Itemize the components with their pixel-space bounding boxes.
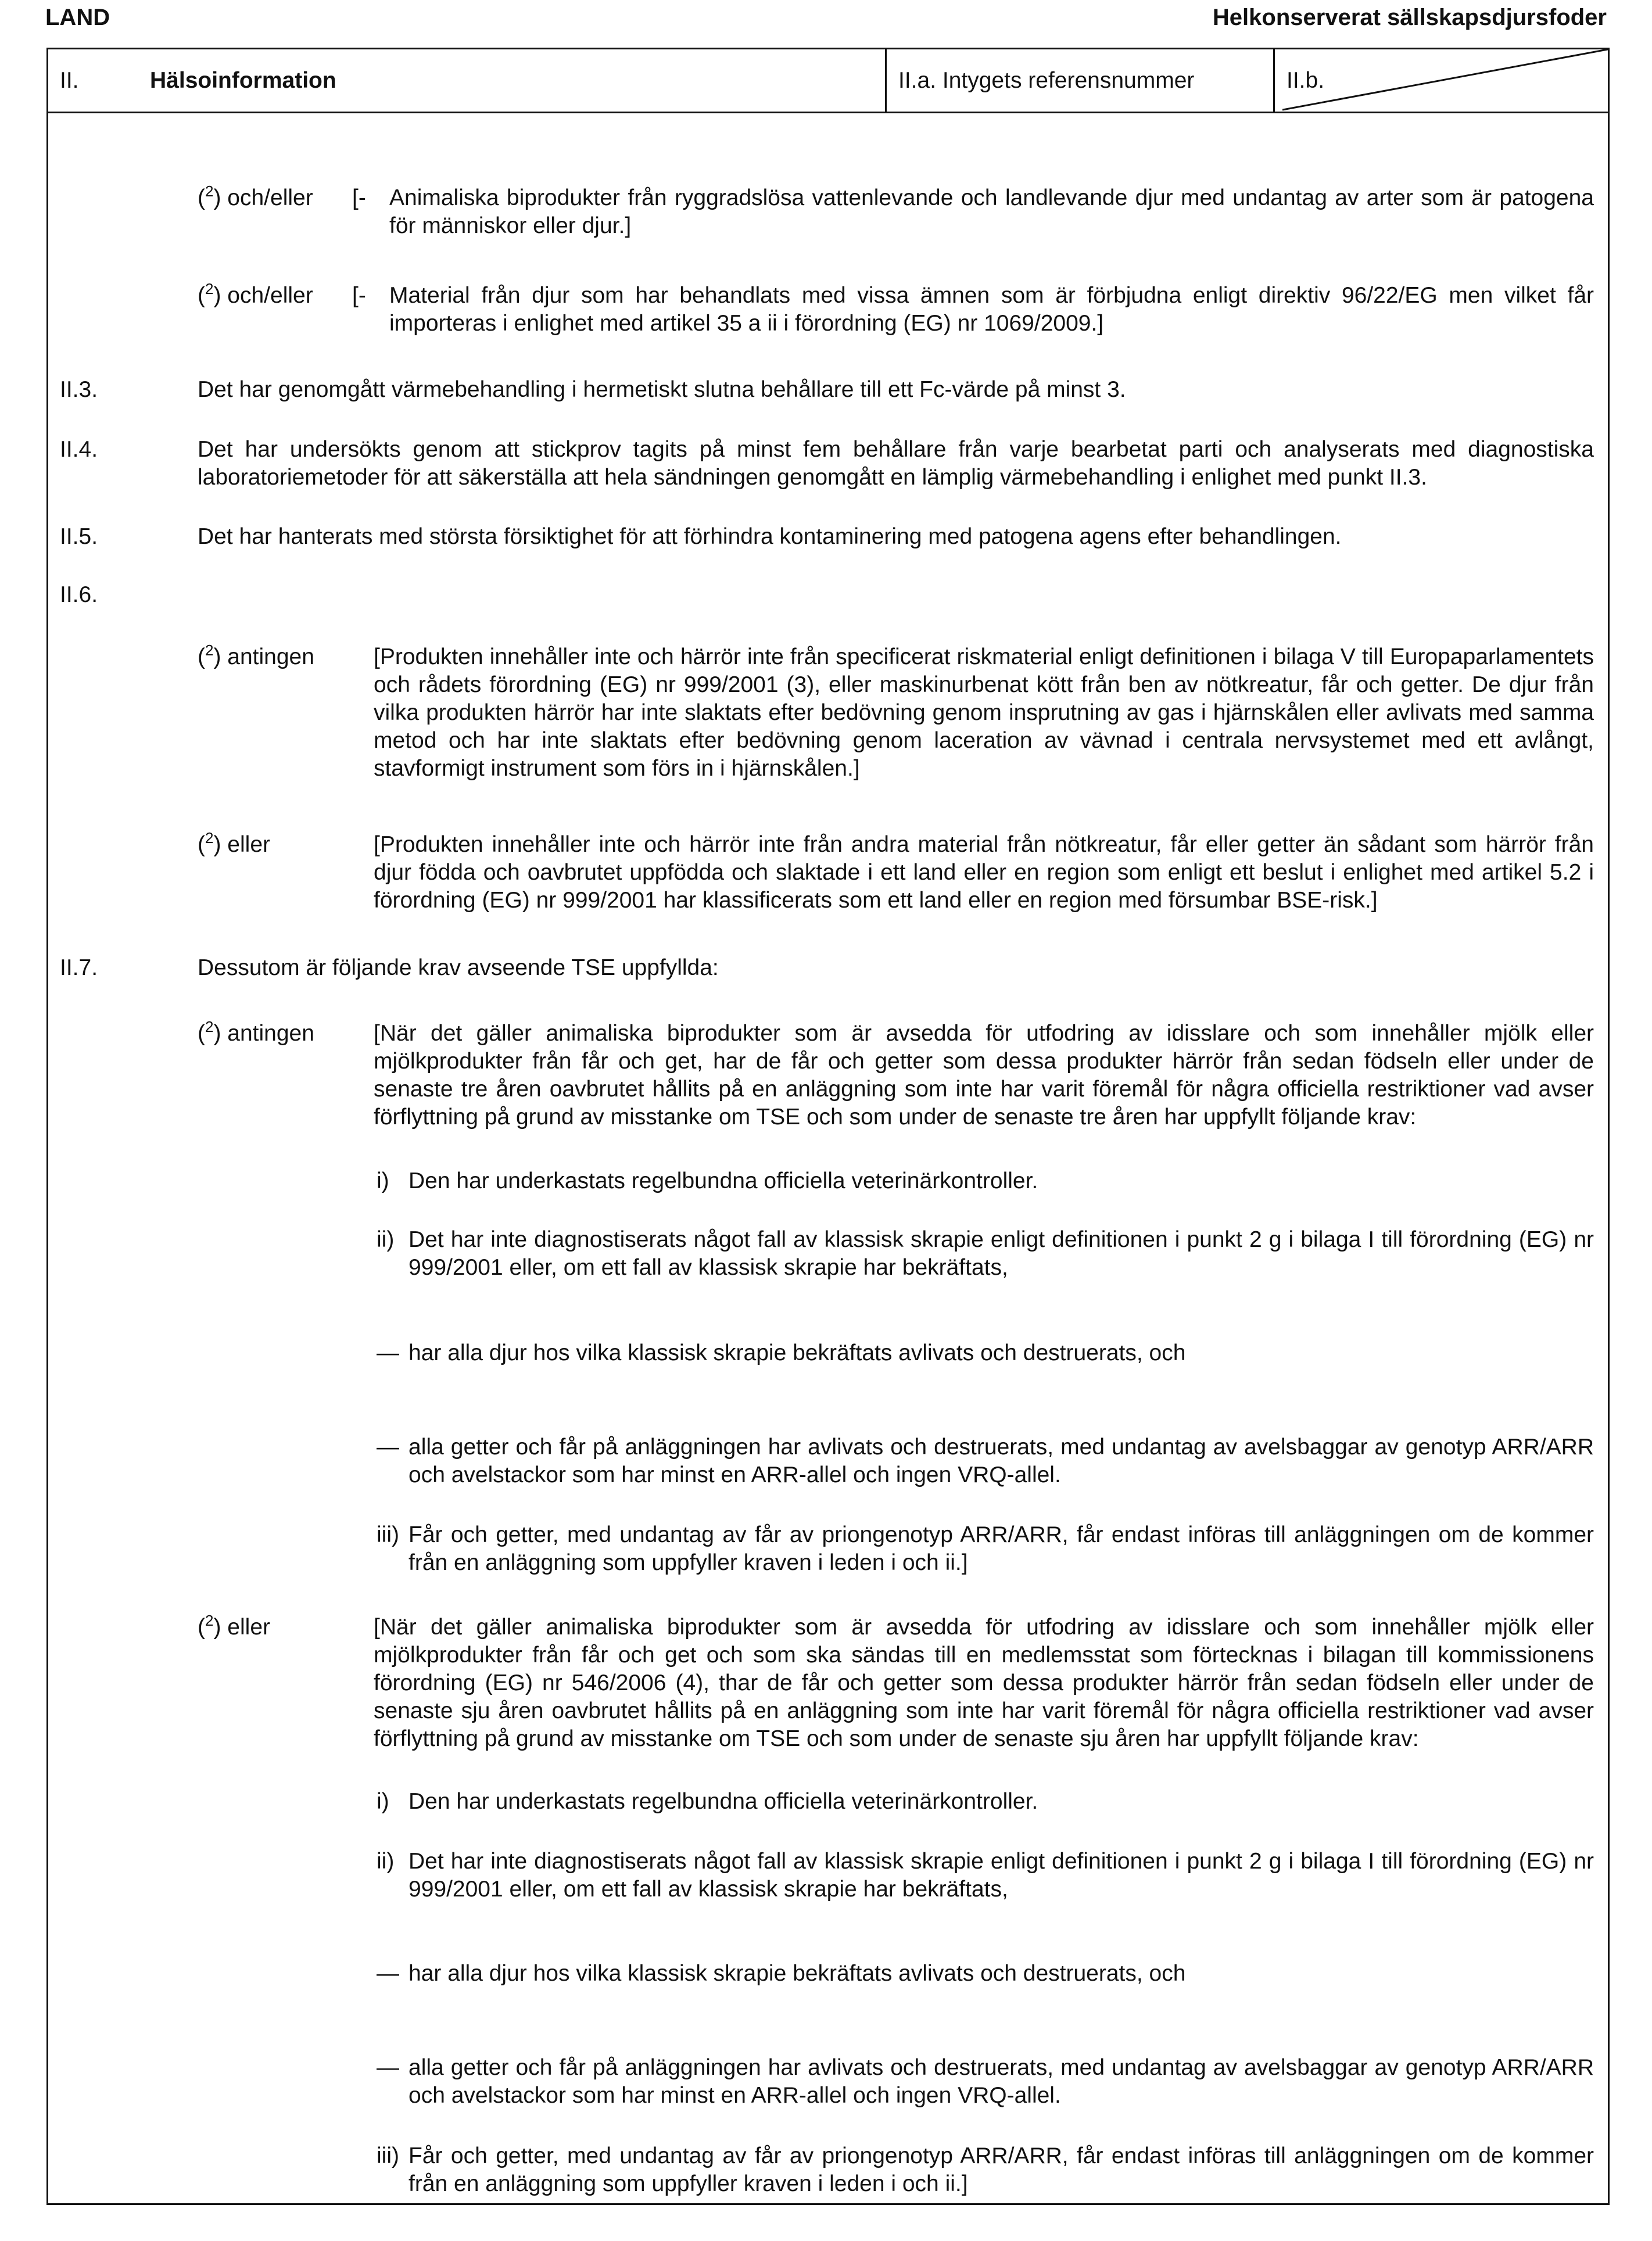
paragraph-ii7: Dessutom är följande krav avseende TSE uppfyllda: <box>198 955 719 980</box>
section-number: II. <box>60 68 79 93</box>
item-number: II.7. <box>60 955 98 980</box>
option-label: ($^2$) och/eller <box>198 182 313 210</box>
subitem-number: iii) <box>377 1522 399 1547</box>
dash-item-1: har alla djur hos vilka klassisk skrapie bekräftats avlivats och destruerats, och <box>408 1961 1186 1986</box>
subitem-number: ii) <box>377 1849 395 1874</box>
paragraph-ii5: Det har hanterats med största försiktighet för att förhindra kontaminering med patogena agens efter behandlingen. <box>198 524 1342 549</box>
subitem-iii: Får och getter, med undantag av får av priongenotyp ARR/ARR, får endast införas till anläggningen om de kommer från en anläggning som uppfyller kraven i leden i och ii.] <box>408 2143 1594 2196</box>
paragraph-ii7-eller: [När det gäller animaliska biprodukter som är avsedda för utfodring av idisslare och som innehåller mjölk eller mjölkprodukter från får och get och som ska sändas till en medlemsstat som förtecknas i bilagan till kommissionens förordning (EG) nr 546/2006 (4), thar de får och getter som dessa produkter härrör från sedan födseln eller under de senaste sju åren oavbrutet hållits på en anläggning som inte har varit föremål för några officiella restriktioner vad avser förflyttning på grund av misstanke om TSE och som under de senaste sju åren har uppfyllt följande krav: <box>374 1615 1594 1751</box>
dash-mark: — <box>377 1435 399 1460</box>
dash-item-1: har alla djur hos vilka klassisk skrapie bekräftats avlivats och destruerats, och <box>408 1340 1186 1365</box>
iib-label: II.b. <box>1273 49 1612 112</box>
item-number: II.6. <box>60 582 98 607</box>
certificate-frame <box>46 48 1610 2205</box>
item-number: II.5. <box>60 524 98 549</box>
document-title: Helkonserverat sällskapsdjursfoder <box>1212 5 1607 30</box>
paragraph-ii3: Det har genomgått värmebehandling i hermetiskt slutna behållare till ett Fc-värde på minst 3. <box>198 377 1126 402</box>
reference-number-label: II.a. Intygets referensnummer <box>885 49 1194 112</box>
country-label: LAND <box>45 5 110 30</box>
option-label: ($^2$) och/eller <box>198 280 313 308</box>
dash-mark: — <box>377 2055 399 2080</box>
option-label: ($^2$) eller <box>198 1612 270 1640</box>
item-number: II.3. <box>60 377 98 402</box>
paragraph-treated-material: Material från djur som har behandlats med vissa ämnen som är förbjudna enligt direktiv 96/22/EG men vilket får importeras i enlighet med artikel 35 a ii i förordning (EG) nr 1069/2009.] <box>389 283 1594 336</box>
option-label: ($^2$) antingen <box>198 641 314 669</box>
option-bracket: [- <box>352 283 366 308</box>
subitem-i: Den har underkastats regelbundna officiella veterinärkontroller. <box>408 1789 1038 1814</box>
paragraph-animal-byproducts: Animaliska biprodukter från ryggradslösa vattenlevande och landlevande djur med undantag av arter som är patogena för människor eller djur.] <box>389 185 1594 238</box>
paragraph-ii6-antingen: [Produkten innehåller inte och härrör inte från specificerat riskmaterial enligt definitionen i bilaga V till Europaparlamentets och rådets förordning (EG) nr 999/2001 (3), eller maskinurbenat kött från ben av nötkreatur, får och getter. De djur från vilka produkten härrör har inte slaktats efter bedövning genom insprutning av gas i hjärnskålen eller avlivats med samma metod och har inte slaktats efter bedövning genom laceration av vävnad i centrala nervsystemet med ett avlångt, stavformigt instrument som förs in i hjärnskålen.] <box>374 644 1594 781</box>
subitem-number: i) <box>377 1168 389 1193</box>
option-label: ($^2$) antingen <box>198 1018 314 1046</box>
item-number: II.4. <box>60 437 98 462</box>
paragraph-ii6-eller: [Produkten innehåller inte och härrör inte från andra material från nötkreatur, får eller getter än sådant som härrör från djur födda och oavbrutet uppfödda och slaktade i ett land eller en region som enligt ett beslut i enlighet med artikel 5.2 i förordning (EG) nr 999/2001 har klassificerats som ett land eller en region med försumbar BSE-risk.] <box>374 832 1594 913</box>
subitem-i: Den har underkastats regelbundna officiella veterinärkontroller. <box>408 1168 1038 1193</box>
option-label: ($^2$) eller <box>198 829 270 857</box>
subitem-number: i) <box>377 1789 389 1814</box>
paragraph-ii7-antingen: [När det gäller animaliska biprodukter som är avsedda för utfodring av idisslare och som innehåller mjölk eller mjölkprodukter från får och get, har de får och getter som dessa produkter härrör från sedan födseln eller under de senaste tre åren oavbrutet hållits på en anläggning som inte har varit föremål för några officiella restriktioner vad avser förflyttning på grund av misstanke om TSE och som under de senaste tre åren har uppfyllt följande krav: <box>374 1021 1594 1130</box>
option-bracket: [- <box>352 185 366 210</box>
diagonal-line <box>1282 49 1608 112</box>
table-header-row <box>48 49 1608 113</box>
subitem-number: ii) <box>377 1227 395 1252</box>
subitem-number: iii) <box>377 2143 399 2168</box>
dash-item-2: alla getter och får på anläggningen har avlivats och destruerats, med undantag av avelsbaggar av genotyp ARR/ARR och avelstackor som har minst en ARR-allel och ingen VRQ-allel. <box>408 1435 1594 1487</box>
dash-mark: — <box>377 1961 399 1986</box>
subitem-iii: Får och getter, med undantag av får av priongenotyp ARR/ARR, får endast införas till anläggningen om de kommer från en anläggning som uppfyller kraven i leden i och ii.] <box>408 1522 1594 1575</box>
subitem-ii: Det har inte diagnostiserats något fall av klassisk skrapie enligt definitionen i punkt 2 g i bilaga I till förordning (EG) nr 999/2001 eller, om ett fall av klassisk skrapie har bekräftats, <box>408 1849 1594 1902</box>
subitem-ii: Det har inte diagnostiserats något fall av klassisk skrapie enligt definitionen i punkt 2 g i bilaga I till förordning (EG) nr 999/2001 eller, om ett fall av klassisk skrapie har bekräftats, <box>408 1227 1594 1280</box>
dash-item-2: alla getter och får på anläggningen har avlivats och destruerats, med undantag av avelsbaggar av genotyp ARR/ARR och avelstackor som har minst en ARR-allel och ingen VRQ-allel. <box>408 2055 1594 2108</box>
dash-mark: — <box>377 1340 399 1365</box>
section-title: Hälsoinformation <box>150 68 336 93</box>
paragraph-ii4: Det har undersökts genom att stickprov tagits på minst fem behållare från varje bearbetat parti och analyserats med diagnostiska laboratoriemetoder för att säkerställa att hela sändningen genomgått en lämplig värmebehandling i enlighet med punkt II.3. <box>198 437 1594 490</box>
page-header <box>45 3 1607 38</box>
